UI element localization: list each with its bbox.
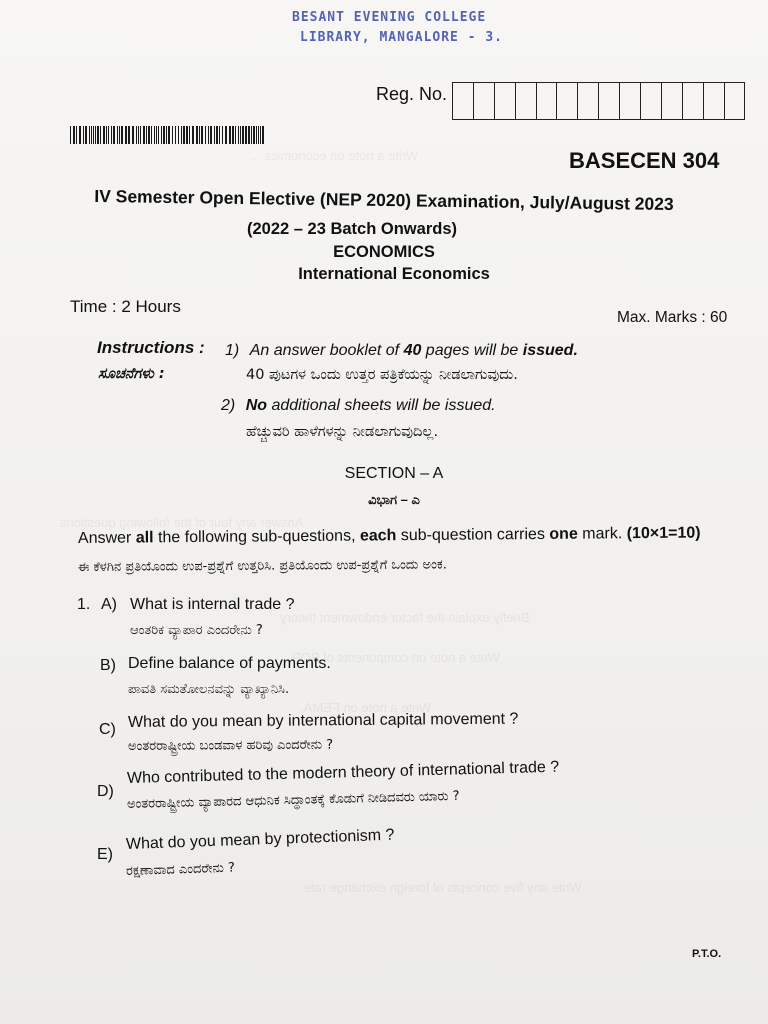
barcode-bar (262, 126, 264, 144)
barcode-bar (219, 126, 220, 144)
question-e-label: E) (97, 846, 113, 863)
barcode-bar (113, 126, 115, 144)
question-d-kannada: ಅಂತರರಾಷ್ಟ್ರೀಯ ವ್ಯಾಪಾರದ ಆಧುನಿಕ ಸಿದ್ಧಾಂತಕ್ಕೆ ಕೊಡುಗೆ ನೀಡಿದವರು ಯಾರು ? (126, 788, 460, 812)
barcode-bar (128, 126, 130, 144)
barcode-bar (253, 126, 255, 144)
barcode-bar (205, 126, 206, 144)
subject-title: ECONOMICS (333, 243, 435, 261)
barcode-bar (156, 126, 157, 144)
barcode-bar (85, 126, 87, 144)
reg-no-box[interactable] (661, 83, 682, 119)
instruction-1-text: An answer booklet of 40 pages will be issued. (249, 342, 578, 359)
barcode-bar (83, 126, 84, 144)
barcode-bar (73, 126, 75, 144)
barcode-bar (222, 126, 223, 144)
barcode-bar (108, 126, 109, 144)
barcode-bar (260, 126, 261, 144)
library-stamp-line-2: LIBRARY, MANGALORE - 3. (300, 30, 504, 45)
barcode-bar (251, 126, 252, 144)
barcode-bar (93, 126, 94, 144)
question-e-text: What do you mean by protectionism ? (125, 826, 395, 853)
barcode-bar (146, 126, 147, 144)
barcode-bar (89, 126, 90, 144)
reg-no-box[interactable] (453, 83, 473, 119)
barcode-bar (186, 126, 188, 144)
reg-no-box[interactable] (724, 83, 745, 119)
reg-no-box[interactable] (494, 83, 515, 119)
barcode-bar (111, 126, 112, 144)
time-allowed: Time : 2 Hours (70, 297, 181, 316)
section-instruction-kannada: ಈ ಕೆಳಗಿನ ಪ್ರತಿಯೊಂದು ಉಪ-ಪ್ರಶ್ನೆಗೆ ಉತ್ತರಿಸಿ. ಪ್ರತಿಯೊಂದು ಉಪ-ಪ್ರಶ್ನೆಗೆ ಒಂದು ಅಂಕ. (77, 557, 447, 575)
barcode-bar (161, 126, 162, 144)
instruction-1 (225, 342, 578, 360)
barcode-bar (189, 126, 190, 144)
barcode-bar (229, 126, 231, 144)
barcode (70, 126, 266, 144)
barcode-bar (158, 126, 159, 144)
barcode-bar (100, 126, 101, 144)
barcode-bar (117, 126, 118, 144)
question-b-label: B) (100, 657, 116, 674)
barcode-bar (196, 126, 198, 144)
question-b-kannada: ಪಾವತಿ ಸಮತೋಲನವನ್ನು ವ್ಯಾಖ್ಯಾನಿಸಿ. (128, 682, 290, 697)
barcode-bar (183, 126, 185, 144)
barcode-bar (106, 126, 107, 144)
barcode-bar (154, 126, 155, 144)
barcode-bar (166, 126, 167, 144)
reg-no-box[interactable] (703, 83, 724, 119)
question-a-text: What is internal trade ? (130, 596, 295, 613)
question-e-kannada: ರಕ್ಷಣಾವಾದ ಎಂದರೇನು ? (125, 860, 236, 879)
barcode-bar (138, 126, 139, 144)
barcode-bar (178, 126, 179, 144)
barcode-bar (210, 126, 212, 144)
barcode-bar (235, 126, 236, 144)
reg-no-box[interactable] (473, 83, 494, 119)
reg-no-label: Reg. No. (376, 84, 448, 104)
barcode-bar (168, 126, 170, 144)
barcode-bar (216, 126, 218, 144)
question-a-kannada: ಆಂತರಿಕ ವ್ಯಾಪಾರ ಎಂದರೇನು ? (130, 623, 263, 638)
question-c-label: C) (99, 721, 116, 738)
paper-code: BASECEN 304 (569, 148, 720, 173)
reg-no-box[interactable] (640, 83, 661, 119)
question-c-kannada: ಅಂತರರಾಷ್ಟ್ರೀಯ ಬಂಡವಾಳ ಹರಿವು ಎಂದರೇನು ? (127, 737, 334, 754)
barcode-bar (163, 126, 165, 144)
paper-title: International Economics (298, 265, 490, 283)
barcode-bar (132, 126, 134, 144)
max-marks: Max. Marks : 60 (617, 309, 728, 326)
reg-no-box[interactable] (556, 83, 577, 119)
barcode-bar (192, 126, 194, 144)
reg-no-box[interactable] (515, 83, 536, 119)
instruction-2 (221, 397, 496, 415)
reg-no-box[interactable] (536, 83, 557, 119)
barcode-bar (136, 126, 137, 144)
barcode-bar (95, 126, 96, 144)
question-b-text: Define balance of payments. (128, 655, 331, 672)
exam-title: IV Semester Open Elective (NEP 2020) Examination, July/August 2023 (94, 185, 674, 215)
instructions-label: Instructions : (97, 338, 205, 357)
library-stamp-line-1: BESANT EVENING COLLEGE (292, 10, 487, 25)
reg-no-boxes[interactable] (452, 82, 745, 120)
barcode-bar (79, 126, 81, 144)
question-a-label: A) (101, 596, 117, 613)
section-title: SECTION – A (344, 465, 444, 482)
barcode-bar (143, 126, 145, 144)
instruction-2-kannada: ಹೆಚ್ಚುವರಿ ಹಾಳೆಗಳನ್ನು ನೀಡಲಾಗುವುದಿಲ್ಲ. (246, 424, 439, 440)
barcode-bar (97, 126, 99, 144)
barcode-bar (140, 126, 141, 144)
barcode-bar (208, 126, 209, 144)
barcode-bar (238, 126, 239, 144)
reg-no-box[interactable] (619, 83, 640, 119)
barcode-bar (121, 126, 123, 144)
barcode-bar (175, 126, 176, 144)
barcode-bar (256, 126, 257, 144)
barcode-bar (240, 126, 241, 144)
barcode-bar (70, 126, 71, 144)
instruction-1-number: 1) (225, 342, 240, 359)
instruction-1-kannada: 40 ಪುಟಗಳ ಒಂದು ಉತ್ತರ ಪತ್ರಿಕೆಯನ್ನು ನೀಡಲಾಗುವುದು. (246, 367, 518, 383)
barcode-bar (91, 126, 92, 144)
barcode-bar (232, 126, 234, 144)
exam-page: Write a note on economics ... Answer any four of the following questions Briefly explain the factor endowment theory Write a note on components of BOP. Write a note on FEMA. Write any five concepts of foreign exchange rate. BESANT EVENING COLLEGE LIBRARY, MANGALORE - 3. Reg. No. BASECEN 304 IV Semester Open Elective (NEP 2020) Examination, July/August 2023 (2022 – 23 Batch Onwards) ECONOMICS International Economics Time : 2 Hours Max. Marks : 60 Instructions : 1) An answer booklet of 40 pages will be issued. ಸೂಚನೆಗಳು : 40 ಪುಟಗಳ ಒಂದು ಉತ್ತರ ಪತ್ರಿಕೆಯನ್ನು ನೀಡಲಾಗುವುದು. 2) No additional sheets will be issued. ಹೆಚ್ಚುವರಿ ಹಾಳೆಗಳನ್ನು ನೀಡಲಾಗುವುದಿಲ್ಲ. SECTION – A ವಿಭಾಗ – ಎ Answer all the following sub-questions, each sub-question carries one mark. (10×1=10) ಈ ಕೆಳಗಿನ ಪ್ರತಿಯೊಂದು ಉಪ-ಪ್ರಶ್ನೆಗೆ ಉತ್ತರಿಸಿ. ಪ್ರತಿಯೊಂದು ಉಪ-ಪ್ರಶ್ನೆಗೆ ಒಂದು ಅಂಕ. 1. A) What is internal trade ? ಆಂತರಿಕ ವ್ಯಾಪಾರ ಎಂದರೇನು ? B) Define balance of payments. ಪಾವತಿ ಸಮತೋಲನವನ್ನು ವ್ಯಾಖ್ಯಾನಿಸಿ. C) What do you mean by international capital movement ? ಅಂತರರಾಷ್ಟ್ರೀಯ ಬಂಡವಾಳ ಹರಿವು ಎಂದರೇನು ? D) Who contributed to the modern theory of international trade ? ಅಂತರರಾಷ್ಟ್ರೀಯ ವ್ಯಾಪಾರದ ಆಧುನಿಕ ಸಿದ್ಧಾಂತಕ್ಕೆ ಕೊಡುಗೆ ನೀಡಿದವರು ಯಾರು ? E) What do you mean by protectionism ? ರಕ್ಷಣಾವಾದ ಎಂದರೇನು ? P.T.O. (0, 0, 768, 1024)
reg-no-box[interactable] (682, 83, 703, 119)
barcode-bar (258, 126, 259, 144)
barcode-bar (245, 126, 247, 144)
question-c-text: What do you mean by international capital movement ? (127, 710, 519, 731)
batch-line: (2022 – 23 Batch Onwards) (246, 220, 457, 238)
section-title-kannada: ವಿಭಾಗ – ಎ (368, 492, 420, 507)
please-turn-over: P.T.O. (692, 948, 722, 960)
barcode-bar (119, 126, 120, 144)
barcode-bar (172, 126, 173, 144)
barcode-bar (151, 126, 152, 144)
barcode-bar (225, 126, 227, 144)
instructions-label-kannada: ಸೂಚನೆಗಳು : (98, 366, 165, 382)
instruction-2-text: No additional sheets will be issued. (245, 397, 496, 414)
barcode-bar (125, 126, 127, 144)
barcode-bar (242, 126, 244, 144)
barcode-bar (214, 126, 215, 144)
barcode-bar (103, 126, 105, 144)
barcode-bar (148, 126, 150, 144)
section-instruction: Answer all the following sub-questions, each sub-question carries one mark. (10×1=10) (77, 524, 701, 547)
barcode-bar (199, 126, 200, 144)
barcode-bar (181, 126, 182, 144)
reg-no-box[interactable] (577, 83, 598, 119)
question-d-label: D) (97, 783, 114, 800)
barcode-bar (201, 126, 203, 144)
reg-no-box[interactable] (598, 83, 619, 119)
question-d-text: Who contributed to the modern theory of international trade ? (126, 758, 560, 787)
instruction-2-number: 2) (221, 397, 236, 414)
question-number: 1. (77, 596, 91, 613)
barcode-bar (248, 126, 250, 144)
barcode-bar (76, 126, 77, 144)
